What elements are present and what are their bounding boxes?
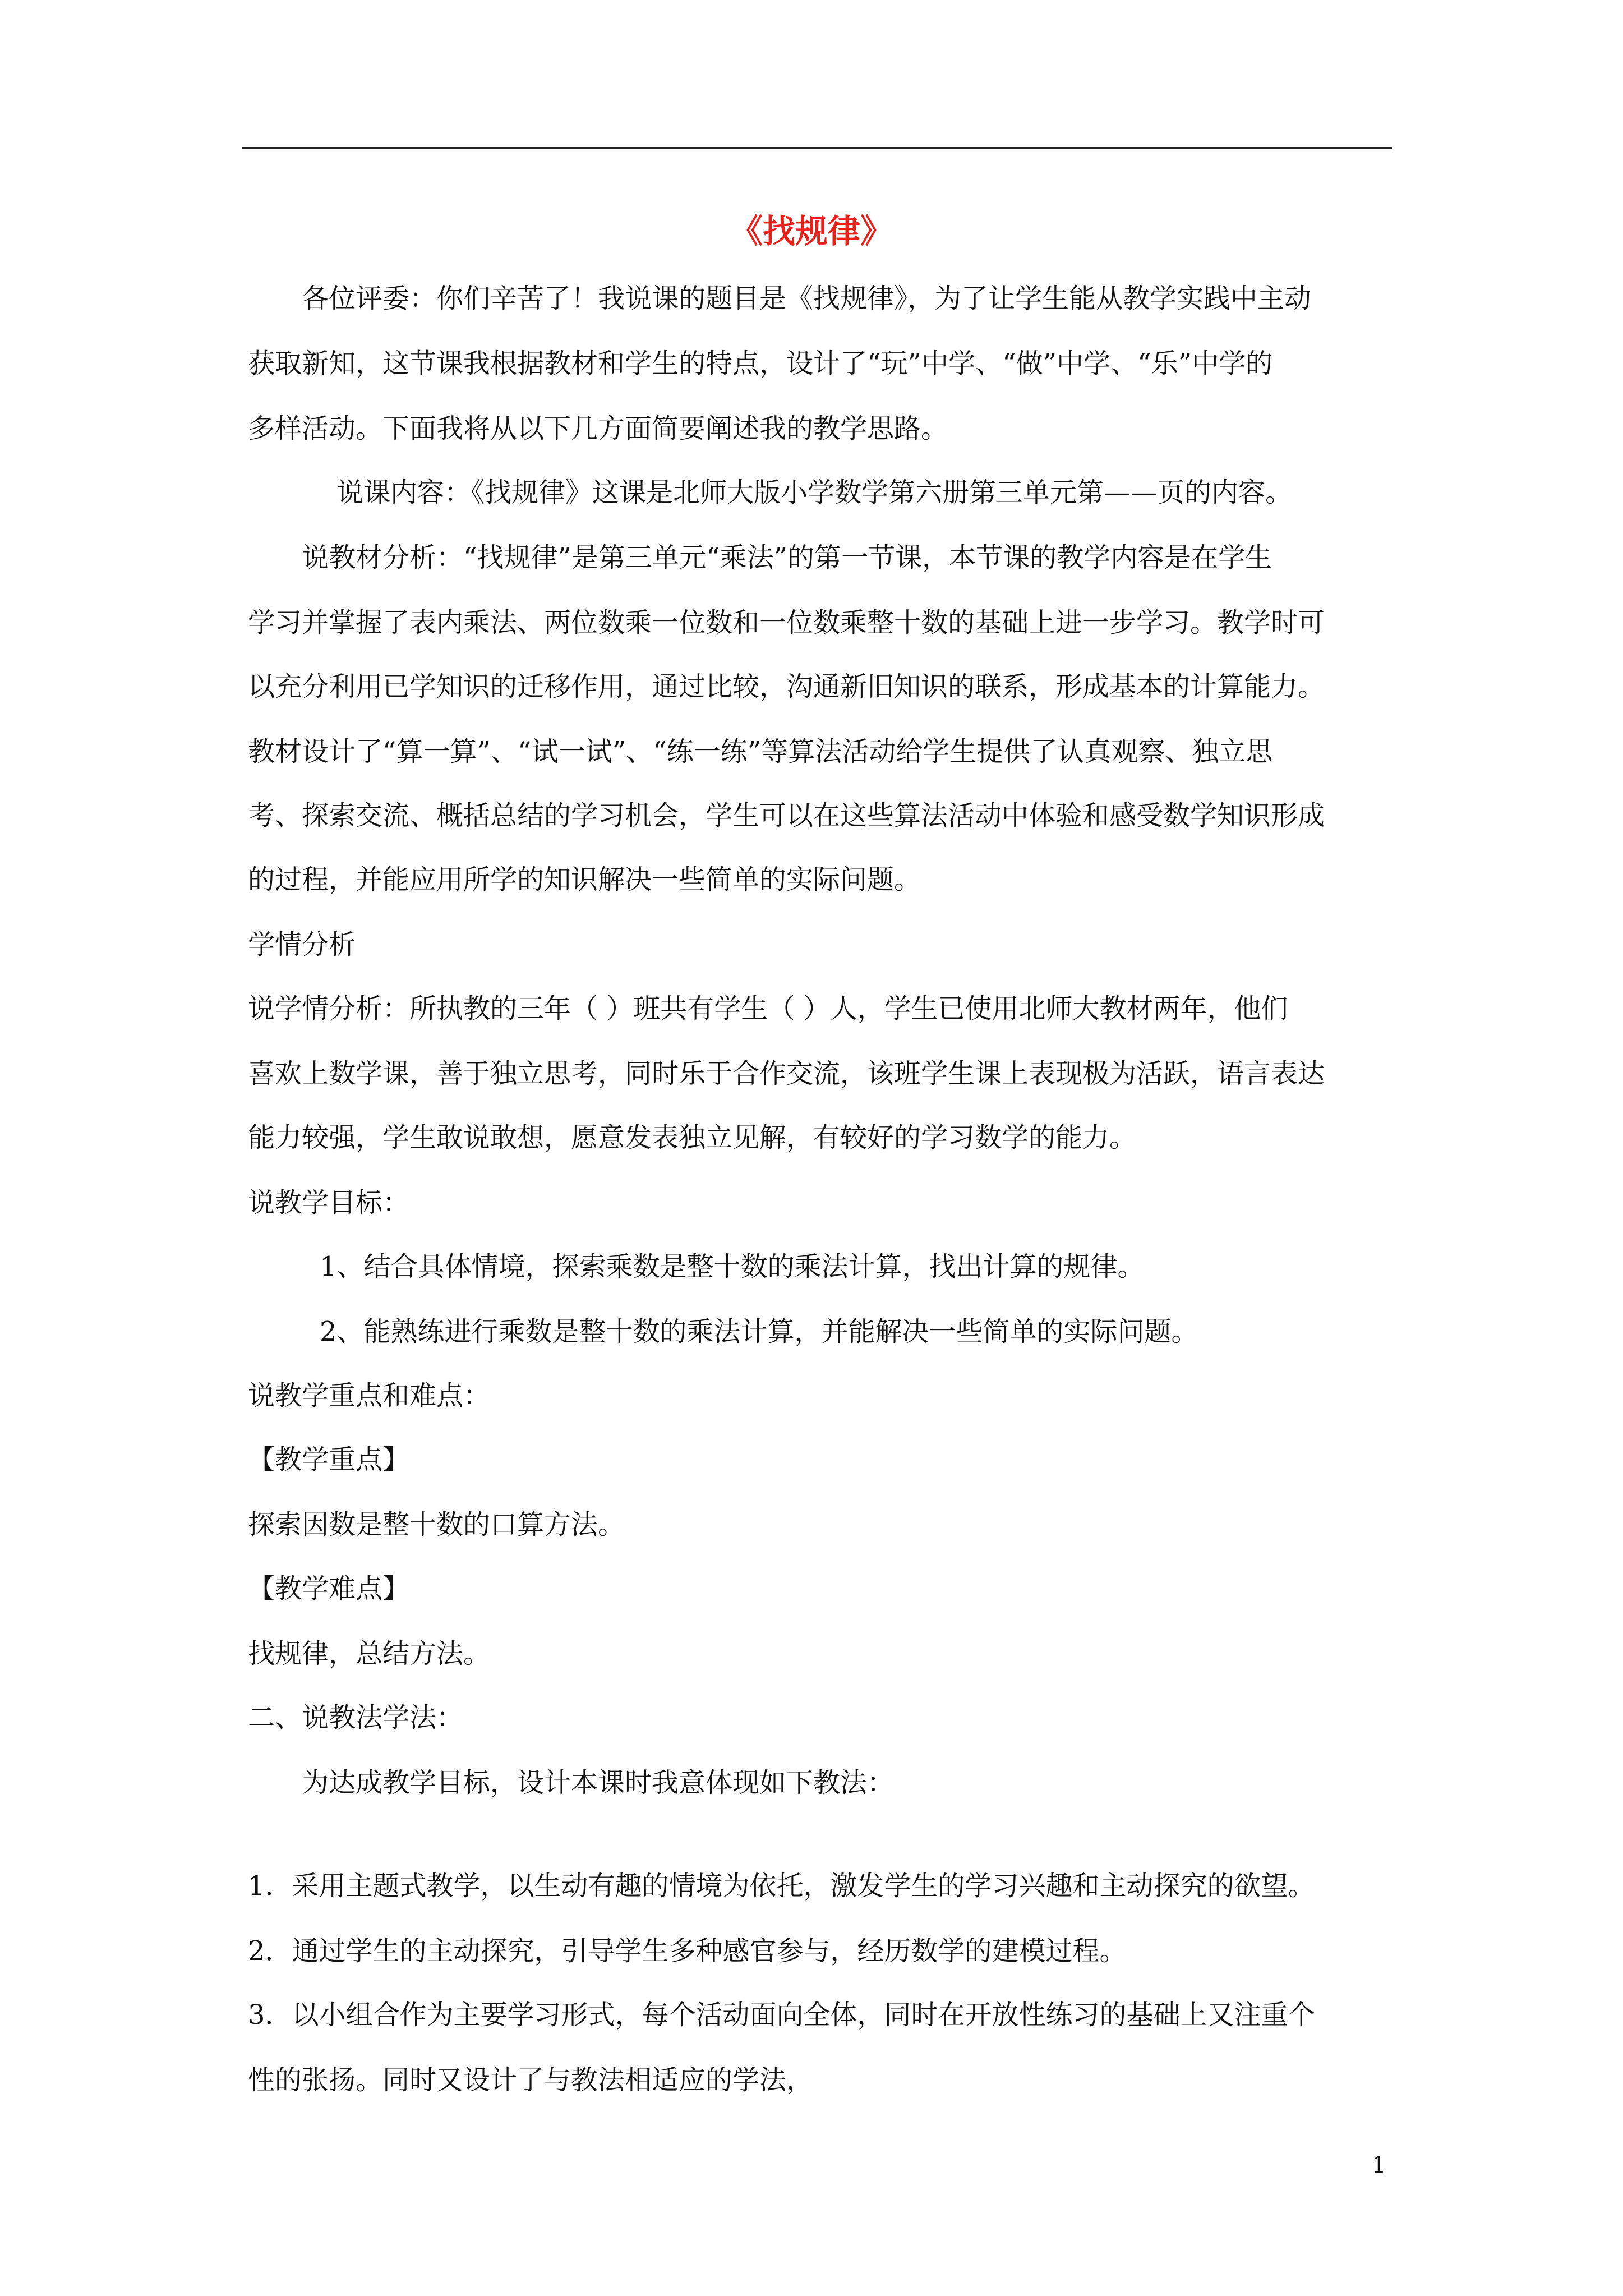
document-title: 《找规律》 <box>730 212 893 250</box>
paragraph-line: 喜欢上数学课，善于独立思考，同时乐于合作交流，该班学生课上表现极为活跃，语言表达 <box>248 1058 1325 1089</box>
section-heading: 学情分析 <box>248 929 356 960</box>
paragraph-line: 说教材分析：“找规律”是第三单元“乘法”的第一节课，本节课的教学内容是在学生 <box>302 542 1272 573</box>
paragraph-line: 为达成教学目标，设计本课时我意体现如下教法： <box>302 1767 895 1798</box>
list-item: 3．以小组合作为主要学习形式，每个活动面向全体，同时在开放性练习的基础上又注重个 <box>248 1999 1315 2031</box>
paragraph-line: 学习并掌握了表内乘法、两位数乘一位数和一位数乘整十数的基础上进一步学习。教学时可 <box>248 607 1325 638</box>
list-item: 1．采用主题式教学，以生动有趣的情境为依托，激发学生的学习兴趣和主动探究的欲望。 <box>248 1870 1315 1902</box>
paragraph-line: 考、探索交流、概括总结的学习机会，学生可以在这些算法活动中体验和感受数学知识形成 <box>248 800 1325 831</box>
paragraph-line: 各位评委：你们辛苦了！我说课的题目是《找规律》，为了让学生能从教学实践中主动 <box>302 283 1312 314</box>
paragraph-line: 以充分利用已学知识的迁移作用，通过比较，沟通新旧知识的联系，形成基本的计算能力。 <box>248 671 1325 702</box>
section-heading: 说教学目标： <box>248 1187 410 1218</box>
header-rule <box>242 147 1392 149</box>
section-heading: 二、说教法学法： <box>248 1702 464 1733</box>
paragraph-line: 多样活动。下面我将从以下几方面简要阐述我的教学思路。 <box>248 413 948 444</box>
paragraph-line: 性的张扬。同时又设计了与教法相适应的学法， <box>248 2064 814 2096</box>
sub-heading: 【教学重点】 <box>248 1444 410 1475</box>
list-item: 2．通过学生的主动探究，引导学生多种感官参与，经历数学的建模过程。 <box>248 1935 1127 1967</box>
paragraph-line: 获取新知，这节课我根据教材和学生的特点，设计了“玩”中学、“做”中学、“乐”中学的 <box>248 348 1273 379</box>
section-heading: 说教学重点和难点： <box>248 1380 491 1411</box>
paragraph-line: 的过程，并能应用所学的知识解决一些简单的实际问题。 <box>248 864 921 895</box>
paragraph-line: 探索因数是整十数的口算方法。 <box>248 1509 625 1540</box>
paragraph-line: 说课内容：《找规律》这课是北师大版小学数学第六册第三单元第——页的内容。 <box>336 477 1293 508</box>
paragraph-line: 能力较强，学生敢说敢想，愿意发表独立见解，有较好的学习数学的能力。 <box>248 1122 1137 1153</box>
paragraph-line: 说学情分析：所执教的三年（ ）班共有学生（ ）人，学生已使用北师大教材两年，他们 <box>248 993 1288 1024</box>
list-item: 2、能熟练进行乘数是整十数的乘法计算，并能解决一些简单的实际问题。 <box>320 1316 1198 1347</box>
page-number: 1 <box>1372 2152 1386 2178</box>
paragraph-line: 教材设计了“算一算”、“试一试”、“练一练”等算法活动给学生提供了认真观察、独立思 <box>248 736 1273 767</box>
sub-heading: 【教学难点】 <box>248 1573 410 1604</box>
paragraph-line: 找规律，总结方法。 <box>248 1638 491 1669</box>
list-item: 1、结合具体情境，探索乘数是整十数的乘法计算，找出计算的规律。 <box>320 1251 1145 1282</box>
